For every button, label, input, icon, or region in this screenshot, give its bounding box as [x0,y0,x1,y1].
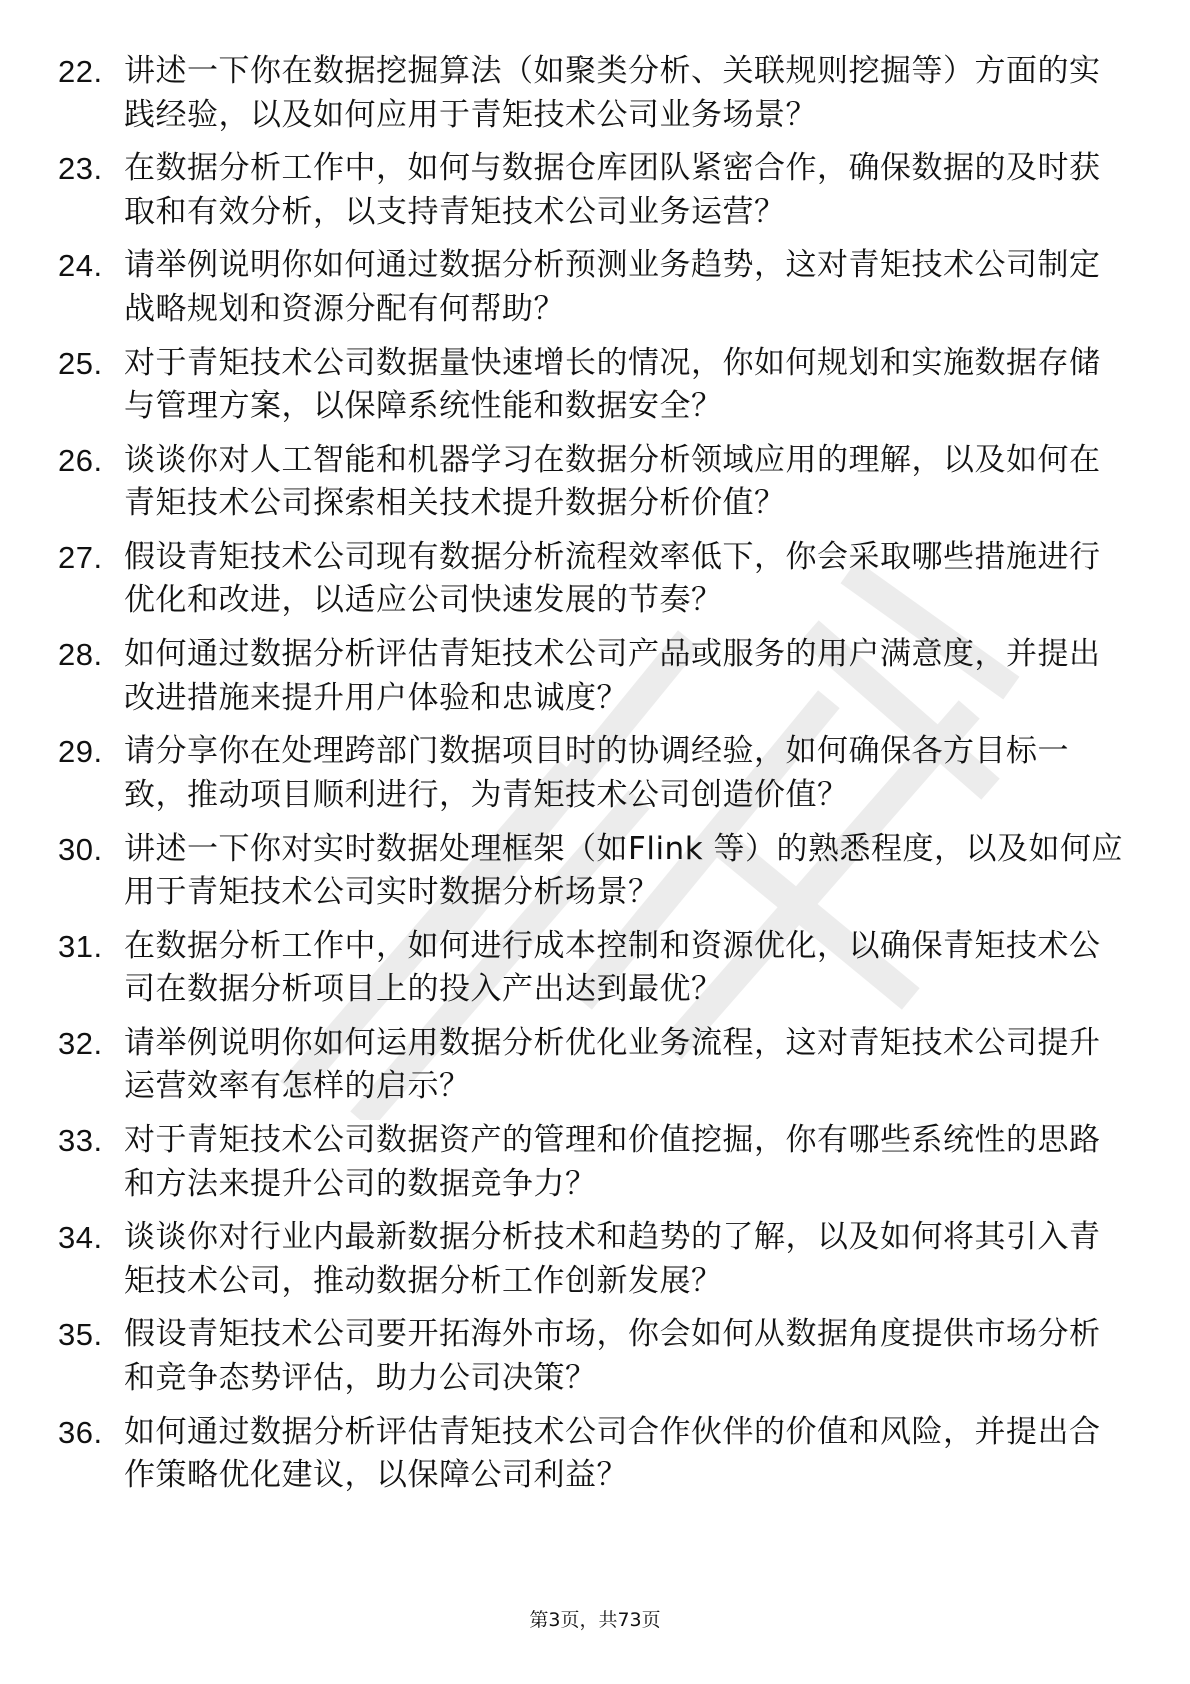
question-number: 32. [58,1025,103,1061]
question-number: 35. [58,1317,103,1353]
question-item [58,536,1138,623]
question-item [58,1411,1138,1498]
question-item [58,925,1138,1012]
question-number: 23. [58,151,103,187]
question-item [58,50,1138,137]
question-number: 29. [58,734,103,770]
question-item [58,828,1138,915]
page-number-footer: 第3页，共73页 [529,1609,661,1631]
question-text: 在数据分析工作中，如何进行成本控制和资源优化，以确保青矩技术公司在数据分析项目上的投入产出达到最优？ [124,927,1101,1008]
question-text: 谈谈你对行业内最新数据分析技术和趋势的了解，以及如何将其引入青矩技术公司，推动数据分析工作创新发展？ [124,1219,1101,1299]
question-number: 25. [58,345,103,381]
question-item [58,1216,1138,1303]
question-item [58,342,1138,429]
question-text: 请分享你在处理跨部门数据项目时的协调经验，如何确保各方目标一致，推动项目顺利进行，为青矩技术公司创造价值？ [124,733,1069,813]
question-list [58,50,1138,1508]
question-text: 讲述一下你在数据挖掘算法（如聚类分析、关联规则挖掘等）方面的实践经验，以及如何应用于青矩技术公司业务场景？ [124,53,1101,133]
question-text: 谈谈你对人工智能和机器学习在数据分析领域应用的理解，以及如何在青矩技术公司探索相关技术提升数据分析价值？ [124,441,1101,522]
question-item [58,1022,1138,1109]
question-number: 28. [58,637,103,673]
question-text: 假设青矩技术公司要开拓海外市场，你会如何从数据角度提供市场分析和竞争态势评估，助力公司决策？ [124,1316,1101,1396]
question-text: 如何通过数据分析评估青矩技术公司产品或服务的用户满意度，并提出改进措施来提升用户体验和忠诚度？ [124,636,1101,716]
question-number: 34. [58,1220,103,1256]
question-number: 24. [58,248,103,284]
question-number: 36. [58,1414,103,1450]
question-item [58,1313,1138,1400]
question-number: 27. [58,539,103,575]
question-text: 对于青矩技术公司数据量快速增长的情况，你如何规划和实施数据存储与管理方案，以保障系统性能和数据安全？ [124,344,1101,425]
question-item [58,633,1138,720]
question-text: 请举例说明你如何运用数据分析优化业务流程，这对青矩技术公司提升运营效率有怎样的启示？ [124,1024,1101,1105]
question-text: 假设青矩技术公司现有数据分析流程效率低下，你会采取哪些措施进行优化和改进，以适应公司快速发展的节奏？ [124,538,1101,619]
question-text: 对于青矩技术公司数据资产的管理和价值挖掘，你有哪些系统性的思路和方法来提升公司的数据竞争力？ [124,1122,1101,1202]
question-text: 请举例说明你如何通过数据分析预测业务趋势，这对青矩技术公司制定战略规划和资源分配有何帮助？ [124,247,1101,327]
question-item [58,147,1138,234]
question-number: 26. [58,442,103,478]
question-number: 33. [58,1123,103,1159]
question-item [58,730,1138,817]
question-text: 如何通过数据分析评估青矩技术公司合作伙伴的价值和风险，并提出合作策略优化建议，以保障公司利益？ [124,1413,1101,1494]
question-number: 22. [58,54,103,89]
question-item [58,244,1138,331]
question-number: 30. [58,831,103,867]
question-item [58,439,1138,526]
question-number: 31. [58,928,103,964]
question-text: 在数据分析工作中，如何与数据仓库团队紧密合作，确保数据的及时获取和有效分析，以支持青矩技术公司业务运营？ [124,150,1101,230]
question-text: 讲述一下你对实时数据处理框架（如Flink 等）的熟悉程度，以及如何应用于青矩技术公司实时数据分析场景？ [124,830,1124,910]
question-item [58,1119,1138,1206]
